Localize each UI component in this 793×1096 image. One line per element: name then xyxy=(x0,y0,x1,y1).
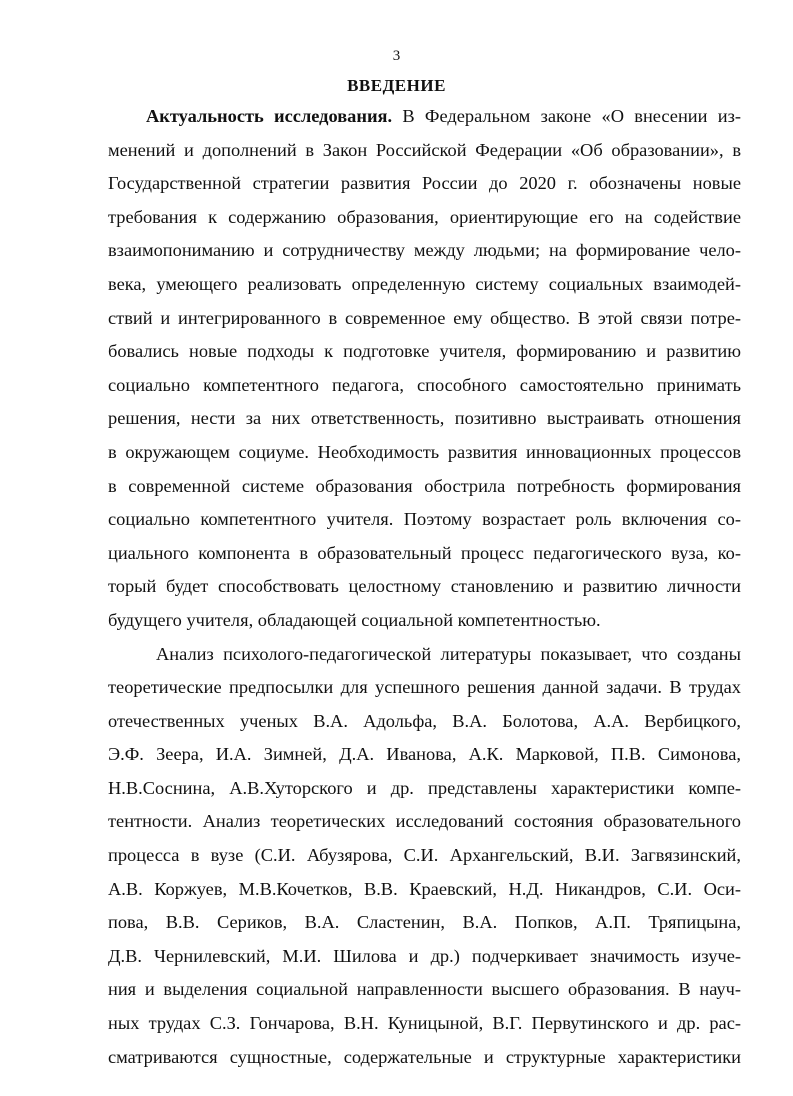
text-line: торый будет способствовать целостному становлению и развитию личности xyxy=(108,576,741,597)
text-line: требования к содержанию образования, ориентирующие его на содействие xyxy=(108,206,741,227)
text-line: в окружающем социуме. Необходимость развития инновационных процессов xyxy=(108,441,741,462)
text-line: А.В. Коржуев, М.В.Кочетков, В.В. Краевский, Н.Д. Никандров, С.И. Оси- xyxy=(108,878,741,899)
text-line: Анализ психолого-педагогической литературы показывает, что созданы xyxy=(156,643,741,664)
text-line xyxy=(108,100,741,134)
text-line: процесса в вузе (С.И. Абузярова, С.И. Архангельский, В.И. Загвязинский, xyxy=(108,845,741,866)
text-line: социально компетентного учителя. Поэтому возрастает роль включения со- xyxy=(108,509,741,530)
paragraph-literature-analysis xyxy=(108,638,741,1075)
text-line: взаимопониманию и сотрудничеству между людьми; на формирование чело- xyxy=(108,240,741,261)
text-line: теоретические предпосылки для успешного решения данной задачи. В трудах xyxy=(108,677,741,698)
paragraph-lead: Актуальность исследования. xyxy=(146,106,393,126)
text-line: отечественных ученых В.А. Адольфа, В.А. Болотова, А.А. Вербицкого, xyxy=(108,710,741,731)
text-line: пова, В.В. Сериков, В.А. Сластенин, В.А. Попков, А.П. Тряпицына, xyxy=(108,912,741,933)
text-line: ния и выделения социальной направленности высшего образования. В науч- xyxy=(108,979,741,1000)
text-line: бовались новые подходы к подготовке учителя, формированию и развитию xyxy=(108,341,741,362)
text-line: ных трудах С.З. Гончарова, В.Н. Куницыной, В.Г. Первутинского и др. рас- xyxy=(108,1013,741,1034)
page-number: 3 xyxy=(392,48,401,64)
text-line: Государственной стратегии развития России до 2020 г. обозначены новые xyxy=(108,173,741,194)
text-line: будущего учителя, обладающей социальной компетентностью. xyxy=(108,609,601,630)
section-heading: ВВЕДЕНИЕ xyxy=(347,76,446,95)
text-line: века, умеющего реализовать определенную систему социальных взаимодей- xyxy=(108,273,741,294)
text-line: социально компетентного педагога, способного самостоятельно принимать xyxy=(108,374,741,395)
text-line: Э.Ф. Зеера, И.А. Зимней, Д.А. Иванова, А.К. Марковой, П.В. Симонова, xyxy=(108,744,741,765)
text-line: в современной системе образования обострила потребность формирования xyxy=(108,475,741,496)
text-line: Д.В. Чернилевский, М.И. Шилова и др.) подчеркивает значимость изуче- xyxy=(108,945,741,966)
body-text xyxy=(108,100,741,1074)
text-line: решения, нести за них ответственность, позитивно выстраивать отношения xyxy=(108,408,741,429)
text-line: ствий и интегрированного в современное ему общество. В этой связи потре- xyxy=(108,307,741,328)
text-line: тентности. Анализ теоретических исследований состояния образовательного xyxy=(108,811,741,832)
text-line: менений и дополнений в Закон Российской Федерации «Об образовании», в xyxy=(108,139,741,160)
text-line: Н.В.Соснина, А.В.Хуторского и др. представлены характеристики компе- xyxy=(108,777,741,798)
paragraph-relevance xyxy=(108,100,741,638)
text-line: сматриваются сущностные, содержательные и структурные характеристики xyxy=(108,1046,741,1067)
text-line-rest: В Федеральном законе «О внесении из- xyxy=(392,106,741,126)
text-line: циального компонента в образовательный процесс педагогического вуза, ко- xyxy=(108,542,741,563)
